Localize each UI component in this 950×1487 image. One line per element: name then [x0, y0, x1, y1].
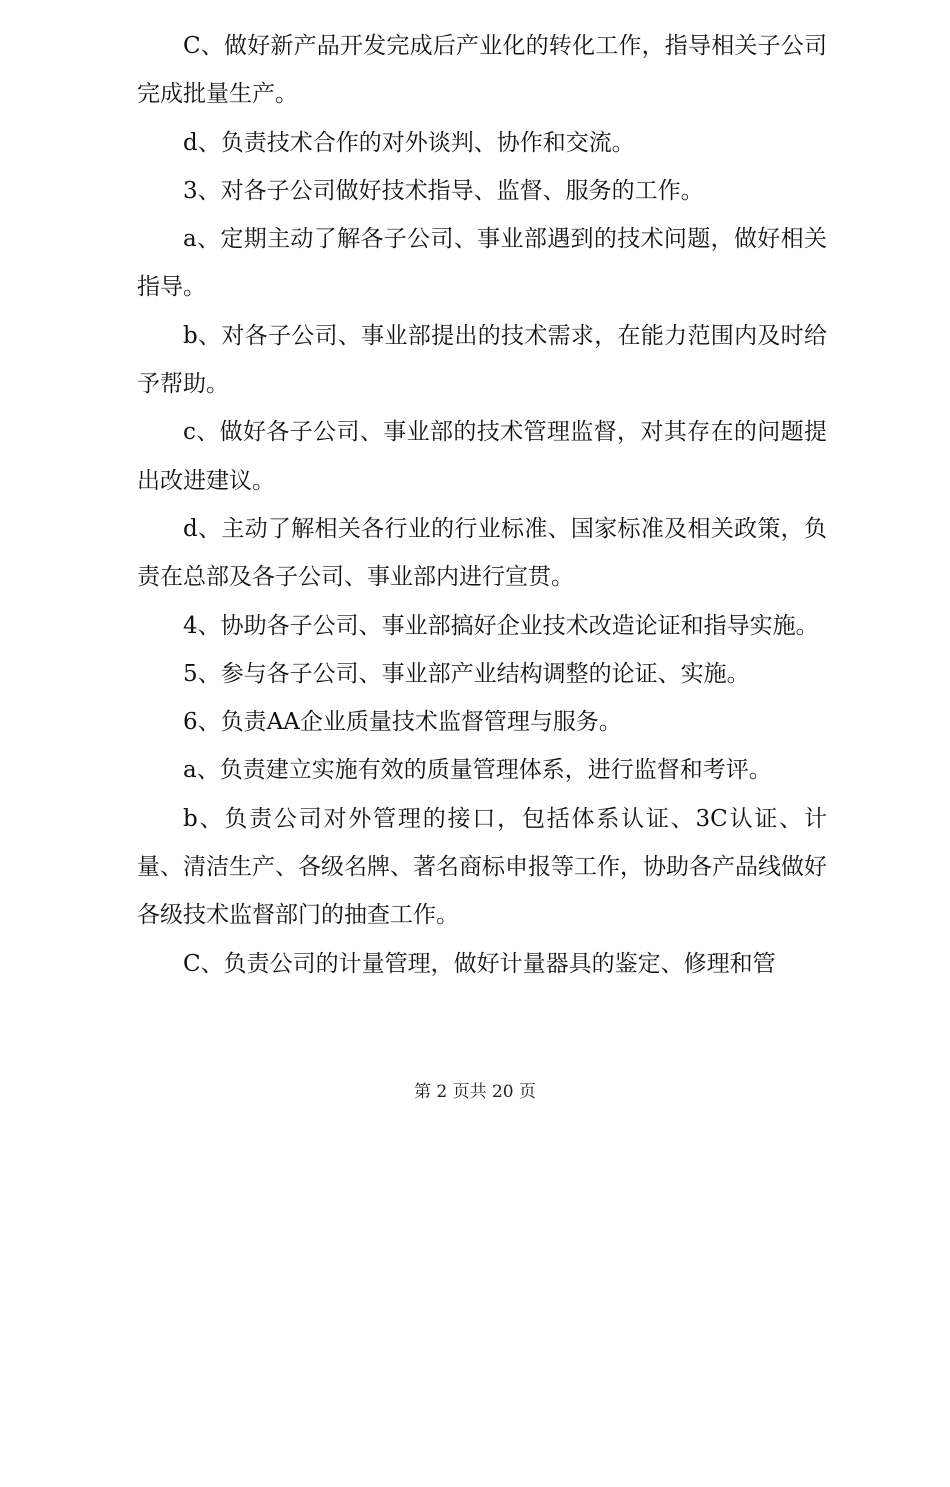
- paragraph-d-tech-cooperation: d、负责技术合作的对外谈判、协作和交流。: [183, 129, 635, 156]
- paragraph-b-tech-demands: b、对各子公司、事业部提出的技术需求，在能力范围内及时给予帮助。: [137, 322, 827, 398]
- paragraph-a-quality-system: a、负责建立实施有效的质量管理体系，进行监督和考评。: [183, 757, 772, 784]
- paragraph-5-structure-adjustment: 5、参与各子公司、事业部产业结构调整的论证、实施。: [183, 660, 750, 687]
- paragraph-a-tech-problems: a、定期主动了解各子公司、事业部遇到的技术问题，做好相关指导。: [137, 226, 827, 301]
- paragraph-b-external-interface: b、负责公司对外管理的接口，包括体系认证、3C认证、计量、清洁生产、各级名牌、著名商标申报等工作，协助各产品线做好各级技术监督部门的抽查工作。: [137, 805, 827, 929]
- document-body: [137, 22, 827, 988]
- paragraph-c-tech-supervision: c、做好各子公司、事业部的技术管理监督，对其存在的问题提出改进建议。: [137, 419, 827, 494]
- paragraph-c-metrology: C、负责公司的计量管理，做好计量器具的鉴定、修理和管: [183, 950, 776, 977]
- paragraph-3-subsidiary-guidance: 3、对各子公司做好技术指导、监督、服务的工作。: [183, 177, 704, 204]
- page-number-footer: 第 2 页共 20 页: [413, 1082, 537, 1102]
- paragraph-6-quality-supervision: 6、负责AA企业质量技术监督管理与服务。: [183, 709, 622, 736]
- paragraph-c-product-transfer: C、做好新产品开发完成后产业化的转化工作，指导相关子公司完成批量生产。: [137, 33, 827, 108]
- paragraph-d-industry-standards: d、主动了解相关各行业的行业标准、国家标准及相关政策，负责在总部及各子公司、事业部内进行宣贯。: [137, 515, 827, 591]
- paragraph-4-tech-renovation: 4、协助各子公司、事业部搞好企业技术改造论证和指导实施。: [183, 612, 819, 639]
